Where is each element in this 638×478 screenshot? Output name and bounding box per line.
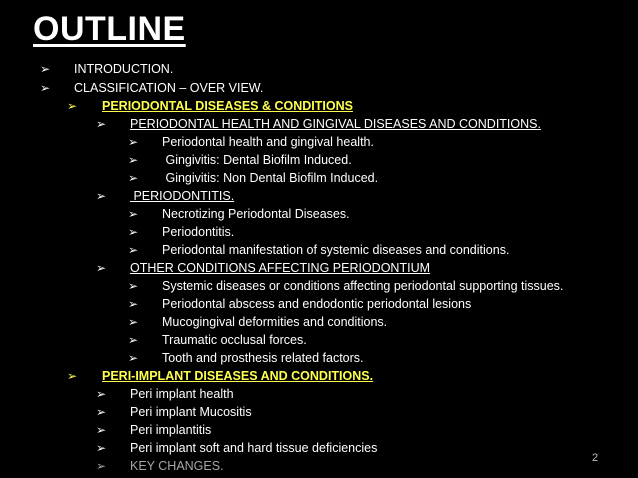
arrow-bullet-icon: ➢ <box>128 207 139 221</box>
slide-title: OUTLINE <box>33 10 186 48</box>
outline-item-peri-implant-health <box>96 385 596 403</box>
outline-item-label: Necrotizing Periodontal Diseases. <box>162 207 350 221</box>
outline-subsection-health-gingival <box>96 115 616 133</box>
arrow-bullet-icon: ➢ <box>128 333 139 347</box>
arrow-bullet-icon: ➢ <box>67 99 78 113</box>
outline-item-traumatic-occlusal <box>128 331 608 349</box>
outline-item-label: Periodontal manifestation of systemic diseases and conditions. <box>162 243 510 257</box>
outline-subsection-label: PERIODONTITIS. <box>130 189 235 203</box>
arrow-bullet-icon: ➢ <box>96 459 107 473</box>
outline-item-label: Tooth and prosthesis related factors. <box>162 351 364 365</box>
arrow-bullet-icon: ➢ <box>128 297 139 311</box>
arrow-bullet-icon: ➢ <box>128 135 139 149</box>
outline-subsection-label: PERIODONTAL HEALTH AND GINGIVAL DISEASES AND CONDITIONS. <box>130 117 541 131</box>
outline-item-label: Peri implant soft and hard tissue deficiencies <box>130 441 378 455</box>
outline-item-label: Peri implant Mucositis <box>130 405 252 419</box>
arrow-bullet-icon: ➢ <box>128 351 139 365</box>
outline-item-label: INTRODUCTION. <box>74 62 174 76</box>
outline-item-label: CLASSIFICATION – OVER VIEW. <box>74 81 264 95</box>
outline-item-introduction <box>40 60 600 78</box>
outline-item-necrotizing <box>128 205 608 223</box>
outline-item-label: Peri implant health <box>130 387 234 401</box>
arrow-bullet-icon: ➢ <box>96 117 107 131</box>
outline-item-label: Mucogingival deformities and conditions. <box>162 315 388 329</box>
outline-item-label: Gingivitis: Non Dental Biofilm Induced. <box>162 171 379 185</box>
outline-item-periodontitis <box>128 223 608 241</box>
outline-section-peri-implant <box>67 367 607 385</box>
arrow-bullet-icon: ➢ <box>40 62 51 76</box>
outline-item-label: Periodontal abscess and endodontic periodontal lesions <box>162 297 472 311</box>
arrow-bullet-icon: ➢ <box>128 153 139 167</box>
arrow-bullet-icon: ➢ <box>128 243 139 257</box>
page-number: 2 <box>592 452 599 464</box>
outline-subsection-other-conditions <box>96 259 616 277</box>
arrow-bullet-icon: ➢ <box>96 189 107 203</box>
outline-item-classification <box>40 79 600 97</box>
outline-section-label: PERIODONTAL DISEASES & CONDITIONS <box>102 99 353 113</box>
outline-item-mucogingival <box>128 313 608 331</box>
outline-item-label: Periodontitis. <box>162 225 235 239</box>
arrow-bullet-icon: ➢ <box>128 279 139 293</box>
outline-item-gingivitis-non-biofilm <box>128 169 608 187</box>
outline-subsection-periodontitis <box>96 187 616 205</box>
outline-item-peri-implantitis <box>96 421 596 439</box>
outline-section-periodontal-diseases <box>67 97 607 115</box>
arrow-bullet-icon: ➢ <box>96 423 107 437</box>
outline-subsection-label: OTHER CONDITIONS AFFECTING PERIODONTIUM <box>130 261 431 275</box>
arrow-bullet-icon: ➢ <box>96 441 107 455</box>
outline-item-label: KEY CHANGES. <box>130 459 224 473</box>
arrow-bullet-icon: ➢ <box>128 225 139 239</box>
outline-item-label: Periodontal health and gingival health. <box>162 135 374 149</box>
outline-item-periodontal-health <box>128 133 608 151</box>
arrow-bullet-icon: ➢ <box>67 369 78 383</box>
outline-item-gingivitis-biofilm <box>128 151 608 169</box>
arrow-bullet-icon: ➢ <box>40 81 51 95</box>
outline-item-abscess-endo <box>128 295 608 313</box>
outline-item-key-changes <box>96 457 596 475</box>
outline-item-systemic-diseases <box>128 277 628 295</box>
outline-section-label: PERI-IMPLANT DISEASES AND CONDITIONS. <box>102 369 374 383</box>
outline-item-systemic-manifestation <box>128 241 608 259</box>
arrow-bullet-icon: ➢ <box>96 387 107 401</box>
outline-item-label: Traumatic occlusal forces. <box>162 333 307 347</box>
arrow-bullet-icon: ➢ <box>128 171 139 185</box>
outline-item-peri-implant-mucositis <box>96 403 596 421</box>
arrow-bullet-icon: ➢ <box>96 261 107 275</box>
arrow-bullet-icon: ➢ <box>96 405 107 419</box>
outline-item-label: Systemic diseases or conditions affecting periodontal supporting tissues. <box>162 279 564 293</box>
outline-item-label: Gingivitis: Dental Biofilm Induced. <box>162 153 352 167</box>
outline-item-tooth-prosthesis <box>128 349 608 367</box>
arrow-bullet-icon: ➢ <box>128 315 139 329</box>
outline-item-tissue-deficiencies <box>96 439 596 457</box>
outline-item-label: Peri implantitis <box>130 423 212 437</box>
